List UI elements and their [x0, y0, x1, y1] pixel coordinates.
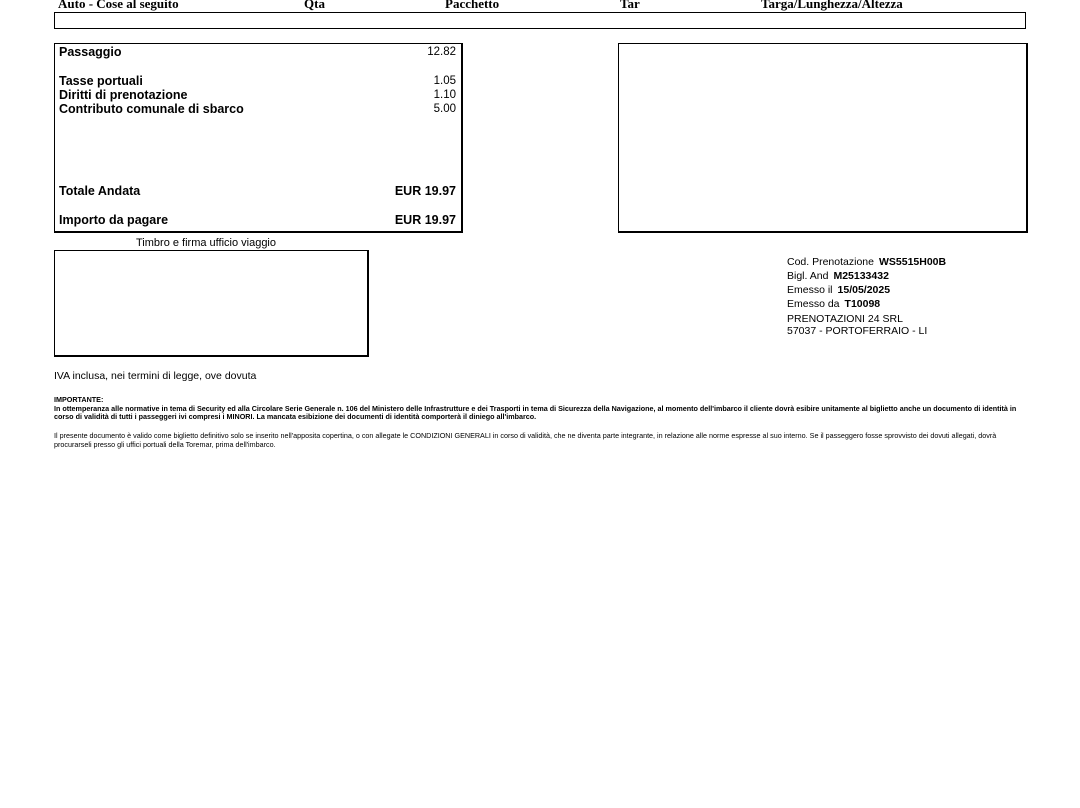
fee-label: Diritti di prenotazione: [59, 88, 188, 102]
disclaimer: Il presente documento è valido come biglietto definitivo solo se inserito nell'apposita copertina, o con allegate le CONDIZIONI GENERALI in corso di validità, che ne diventa parte integrante, in relazione alle norme espresse al suo interno. Se il passeggero fosse sprovvisto dei dovuti allegati, dovrà procurarseli presso gli uffici portuali della Toremar, prima dell'imbarco.: [54, 431, 997, 449]
vat-note: IVA inclusa, nei termini di legge, ove dovuta: [54, 370, 257, 382]
agency-name: PRENOTAZIONI 24 SRL: [787, 313, 903, 325]
booking-info: [787, 255, 946, 337]
amount-due-label: Importo da pagare: [59, 213, 169, 227]
passage-value: 12.82: [427, 46, 456, 58]
important-title: IMPORTANTE:: [54, 395, 104, 404]
total-outbound-value: EUR 19.97: [394, 184, 456, 198]
col-header-plate: Targa/Lunghezza/Altezza: [761, 0, 903, 11]
passage-label: Passaggio: [59, 45, 122, 59]
fee-value: 5.00: [433, 103, 456, 115]
ticket-value: M25133432: [833, 270, 889, 282]
issued-by-label: Emesso da: [787, 298, 840, 310]
totals-box: [54, 43, 463, 233]
booking-code-value: WS5515H00B: [878, 256, 947, 268]
booking-code-row: [787, 255, 946, 269]
fee-value: 1.05: [433, 75, 456, 87]
issued-date-label: Emesso il: [787, 284, 833, 296]
issued-by-row: [787, 297, 946, 311]
fee-label: Tasse portuali: [59, 74, 143, 88]
important-notice: [54, 396, 1034, 422]
amount-due-value: EUR 19.97: [394, 213, 456, 227]
fee-value: 1.10: [433, 89, 456, 101]
vehicles-table-header: [54, 0, 1026, 12]
ticket-row: [787, 269, 946, 283]
fee-label: Contributo comunale di sbarco: [59, 102, 244, 116]
col-header-item: Auto - Cose al seguito: [58, 0, 179, 11]
agency-address: 57037 - PORTOFERRAIO - LI: [787, 325, 928, 337]
notes-box: [618, 43, 1028, 233]
total-outbound-label: Totale Andata: [59, 184, 141, 198]
col-header-qty: Qta: [304, 0, 325, 11]
important-text: In ottemperanza alle normative in tema di Security ed alla Circolare Serie Generale n. 106 del Ministero delle Infrastrutture e dei Trasporti in tema di Sicurezza della Navigazione, al momento dell'imbarco il cliente dovrà esibire unitamente al biglietto anche un documento di identità in corso di validità di tutti i passeggeri ivi compresi i MINORI. La mancata esibizione dei documenti di identità comporterà il diniego all'imbarco.: [54, 403, 1017, 421]
issued-by-value: T10098: [844, 298, 881, 310]
vehicles-table-empty-row: [54, 12, 1026, 29]
stamp-box: [54, 250, 369, 357]
booking-code-label: Cod. Prenotazione: [787, 256, 874, 268]
issued-date-row: [787, 283, 946, 297]
col-header-package: Pacchetto: [445, 0, 500, 11]
ticket-label: Bigl. And: [787, 270, 829, 282]
stamp-caption: Timbro e firma ufficio viaggio: [136, 237, 276, 249]
issued-date-value: 15/05/2025: [837, 284, 891, 296]
col-header-tariff: Tar: [620, 0, 640, 11]
